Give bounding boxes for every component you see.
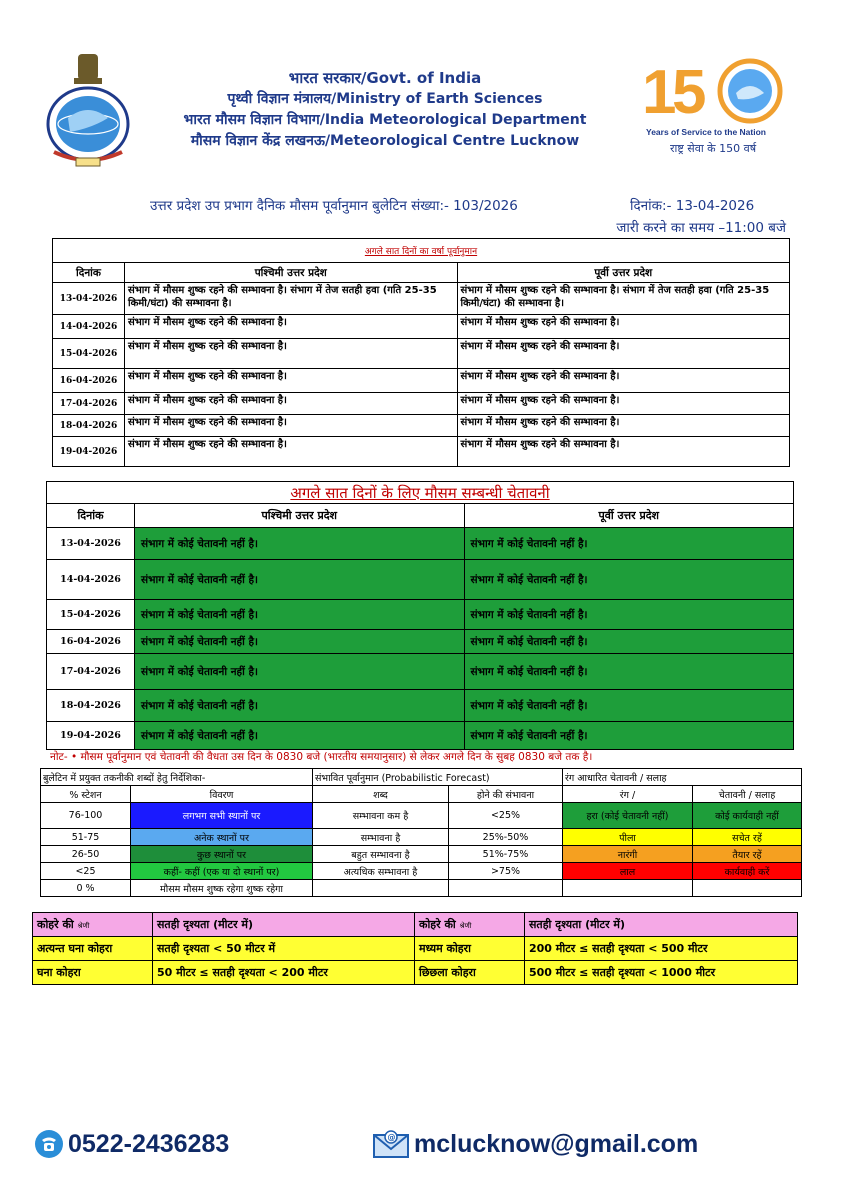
warning-west: संभाग में कोई चेतावनी नहीं है। (135, 528, 465, 560)
legend-desc: लगभग सभी स्थानों पर (131, 803, 313, 829)
warning-date: 15-04-2026 (47, 600, 135, 630)
issue-time: जारी करने का समय –11:00 बजे (616, 220, 786, 236)
fog-visibility-table (32, 912, 798, 985)
legend-word: सम्भावना कम है (313, 803, 449, 829)
table-row (47, 560, 794, 600)
phone-number[interactable]: 0522-2436283 (68, 1129, 230, 1158)
fog-visibility: 500 मीटर ≤ सतही दृश्यता < 1000 मीटर (525, 961, 798, 985)
header-govt: भारत सरकार/Govt. of India (288, 69, 482, 87)
warning-west: संभाग में कोई चेतावनी नहीं है। (135, 560, 465, 600)
legend-pct: <25 (41, 863, 131, 880)
forecast-west: संभाग में मौसम शुष्क रहने की सम्भावना है। (125, 339, 458, 369)
legend-advice (693, 880, 802, 897)
table-row (47, 528, 794, 560)
forecast-col-west: पश्चिमी उत्तर प्रदेश (125, 263, 458, 283)
table-row (41, 829, 802, 846)
table-row (53, 393, 790, 415)
table-row (33, 937, 798, 961)
forecast-east: संभाग में मौसम शुष्क रहने की सम्भावना है। संभाग में तेज सतही हवा (गति 25-35 किमी/घंटा) की सम्भावना है। (457, 283, 790, 315)
warning-east: संभाग में कोई चेतावनी नहीं है। (464, 560, 794, 600)
legend-desc: मौसम मौसम शुष्क रहेगा शुष्क रहेगा (131, 880, 313, 897)
forecast-col-east: पूर्वी उत्तर प्रदेश (457, 263, 790, 283)
years-of-service-text: Years of Service to the Nation (646, 127, 766, 137)
table-row (47, 600, 794, 630)
fog-col-visibility-2: सतही दृश्यता (मीटर में) (525, 913, 798, 937)
legend-word: सम्भावना है (313, 829, 449, 846)
warning-col-east: पूर्वी उत्तर प्रदेश (464, 504, 794, 528)
legend-word: अत्यधिक सम्भावना है (313, 863, 449, 880)
forecast-date: 18-04-2026 (53, 415, 125, 437)
table-row (53, 369, 790, 393)
table-row (47, 722, 794, 750)
legend-col-color: रंग / (563, 786, 693, 803)
warning-date: 17-04-2026 (47, 654, 135, 690)
forecast-east: संभाग में मौसम शुष्क रहने की सम्भावना है। (457, 369, 790, 393)
legend-advice: कार्यवाही करें (693, 863, 802, 880)
table-row (53, 315, 790, 339)
svg-text:@: @ (387, 1133, 396, 1142)
table-row (33, 961, 798, 985)
table-row (53, 437, 790, 467)
forecast-date: 17-04-2026 (53, 393, 125, 415)
forecast-west: संभाग में मौसम शुष्क रहने की सम्भावना है। (125, 415, 458, 437)
warning-east: संभाग में कोई चेतावनी नहीं है। (464, 528, 794, 560)
table-row (53, 283, 790, 315)
legend-color (563, 880, 693, 897)
warning-date: 13-04-2026 (47, 528, 135, 560)
email-address[interactable]: mclucknow@gmail.com (414, 1129, 699, 1158)
legend-pct: 76-100 (41, 803, 131, 829)
svg-text:1: 1 (642, 58, 677, 127)
fog-category: अत्यन्त घना कोहरा (33, 937, 153, 961)
warning-west: संभाग में कोई चेतावनी नहीं है। (135, 654, 465, 690)
legend-col-word: शब्द (313, 786, 449, 803)
phone-icon (34, 1129, 64, 1159)
warning-date: 18-04-2026 (47, 690, 135, 722)
warning-col-west: पश्चिमी उत्तर प्रदेश (135, 504, 465, 528)
fog-col-category: कोहरे की श्रेणी (33, 913, 153, 937)
email-icon (372, 1129, 410, 1159)
legend-word (313, 880, 449, 897)
table-row (41, 880, 802, 897)
header-ministry: पृथ्वी विज्ञान मंत्रालय/Ministry of Earth Sciences (227, 91, 543, 107)
legend-prob: 25%-50% (449, 829, 563, 846)
forecast-west: संभाग में मौसम शुष्क रहने की सम्भावना है। (125, 437, 458, 467)
legend-col-station: % स्टेशन (41, 786, 131, 803)
table-row (47, 630, 794, 654)
legend-head-color-warning: रंग आधारित चेतावनी / सलाह (563, 769, 802, 786)
legend-desc: कुछ स्थानों पर (131, 846, 313, 863)
bulletin-title-line (150, 196, 790, 214)
legend-color: हरा (कोई चेतावनी नहीं) (563, 803, 693, 829)
warning-east: संभाग में कोई चेतावनी नहीं है। (464, 630, 794, 654)
bulletin-date: दिनांक:- 13-04-2026 (630, 198, 755, 214)
legend-head-terms: बुलेटिन में प्रयुक्त तकनीकी शब्दों हेतु निर्देशिका- (41, 769, 313, 786)
warning-date: 19-04-2026 (47, 722, 135, 750)
forecast-east: संभाग में मौसम शुष्क रहने की सम्भावना है। (457, 339, 790, 369)
forecast-west: संभाग में मौसम शुष्क रहने की सम्भावना है। (125, 393, 458, 415)
warning-west: संभाग में कोई चेतावनी नहीं है। (135, 690, 465, 722)
imd-150-years-logo (640, 55, 790, 165)
legend-pct: 0 % (41, 880, 131, 897)
weather-warning-table (46, 481, 794, 750)
rainfall-forecast-table (52, 238, 790, 467)
legend-advice: तैयार रहें (693, 846, 802, 863)
warning-west: संभाग में कोई चेतावनी नहीं है। (135, 600, 465, 630)
validity-note: नोट- • मौसम पूर्वानुमान एवं चेतावनी की वैधता उस दिन के 0830 बजे (भारतीय समयानुसार) से लेकर अगले दिन के सुबह 0830 बजे तक है। (50, 751, 593, 763)
table-row (53, 415, 790, 437)
fog-col-category-2: कोहरे की श्रेणी (415, 913, 525, 937)
fog-category: घना कोहरा (33, 961, 153, 985)
legend-prob: 51%-75% (449, 846, 563, 863)
forecast-date: 13-04-2026 (53, 283, 125, 315)
warning-east: संभाग में कोई चेतावनी नहीं है। (464, 690, 794, 722)
forecast-date: 16-04-2026 (53, 369, 125, 393)
legend-col-desc: विवरण (131, 786, 313, 803)
warning-col-date: दिनांक (47, 504, 135, 528)
fog-col-visibility: सतही दृश्यता (मीटर में) (153, 913, 415, 937)
forecast-date: 14-04-2026 (53, 315, 125, 339)
legend-head-probabilistic: संभावित पूर्वानुमान (Probabilistic Forecast) (313, 769, 563, 786)
warning-west: संभाग में कोई चेतावनी नहीं है। (135, 630, 465, 654)
forecast-west: संभाग में मौसम शुष्क रहने की सम्भावना है। (125, 315, 458, 339)
forecast-west: संभाग में मौसम शुष्क रहने की सम्भावना है। संभाग में तेज सतही हवा (गति 25-35 किमी/घंटा) की सम्भावना है। (125, 283, 458, 315)
table-row (41, 846, 802, 863)
forecast-east: संभाग में मौसम शुष्क रहने की सम्भावना है। (457, 393, 790, 415)
header-centre: मौसम विज्ञान केंद्र लखनऊ/Meteorological Centre Lucknow (190, 133, 580, 149)
forecast-col-date: दिनांक (53, 263, 125, 283)
warning-east: संभाग में कोई चेतावनी नहीं है। (464, 654, 794, 690)
bulletin-title: उत्तर प्रदेश उप प्रभाग दैनिक मौसम पूर्वानुमान बुलेटिन संख्या:- 103/2026 (150, 198, 518, 214)
terminology-legend-table (40, 768, 802, 897)
warning-caption: अगले सात दिनों के लिए मौसम सम्बन्धी चेतावनी (290, 483, 550, 502)
fog-category: छिछला कोहरा (415, 961, 525, 985)
legend-prob (449, 880, 563, 897)
legend-prob: >75% (449, 863, 563, 880)
legend-col-prob: होने की संभावना (449, 786, 563, 803)
footer-phone[interactable] (34, 1124, 229, 1164)
fog-visibility: सतही दृश्यता < 50 मीटर में (153, 937, 415, 961)
warning-east: संभाग में कोई चेतावनी नहीं है। (464, 600, 794, 630)
forecast-date: 15-04-2026 (53, 339, 125, 369)
warning-west: संभाग में कोई चेतावनी नहीं है। (135, 722, 465, 750)
table-row (41, 803, 802, 829)
forecast-west: संभाग में मौसम शुष्क रहने की सम्भावना है। (125, 369, 458, 393)
legend-advice: सचेत रहें (693, 829, 802, 846)
legend-col-advice: चेतावनी / सलाह (693, 786, 802, 803)
header-block (150, 68, 620, 152)
forecast-east: संभाग में मौसम शुष्क रहने की सम्भावना है। (457, 437, 790, 467)
imd-emblem-logo (40, 52, 136, 170)
rashtra-seva-text: राष्ट्र सेवा के 150 वर्ष (670, 142, 757, 155)
legend-color: लाल (563, 863, 693, 880)
legend-prob: <25% (449, 803, 563, 829)
legend-pct: 26-50 (41, 846, 131, 863)
table-row (47, 690, 794, 722)
svg-text:5: 5 (672, 58, 707, 127)
warning-date: 16-04-2026 (47, 630, 135, 654)
fog-category: मध्यम कोहरा (415, 937, 525, 961)
legend-word: बहुत सम्भावना है (313, 846, 449, 863)
fog-visibility: 200 मीटर ≤ सतही दृश्यता < 500 मीटर (525, 937, 798, 961)
header-department: भारत मौसम विज्ञान विभाग/India Meteorological Department (183, 112, 587, 128)
legend-advice: कोई कार्यवाही नहीं (693, 803, 802, 829)
legend-desc: कहीं- कहीं (एक या दो स्थानों पर) (131, 863, 313, 880)
fog-visibility: 50 मीटर ≤ सतही दृश्यता < 200 मीटर (153, 961, 415, 985)
table-row (47, 654, 794, 690)
legend-color: पीला (563, 829, 693, 846)
forecast-caption: अगले सात दिनों का वर्षा पूर्वानुमान (53, 239, 790, 263)
legend-desc: अनेक स्थानों पर (131, 829, 313, 846)
table-row (53, 339, 790, 369)
legend-pct: 51-75 (41, 829, 131, 846)
footer-email[interactable] (372, 1124, 698, 1164)
forecast-east: संभाग में मौसम शुष्क रहने की सम्भावना है। (457, 315, 790, 339)
forecast-east: संभाग में मौसम शुष्क रहने की सम्भावना है। (457, 415, 790, 437)
warning-date: 14-04-2026 (47, 560, 135, 600)
warning-east: संभाग में कोई चेतावनी नहीं है। (464, 722, 794, 750)
forecast-date: 19-04-2026 (53, 437, 125, 467)
table-row (41, 863, 802, 880)
legend-color: नारंगी (563, 846, 693, 863)
